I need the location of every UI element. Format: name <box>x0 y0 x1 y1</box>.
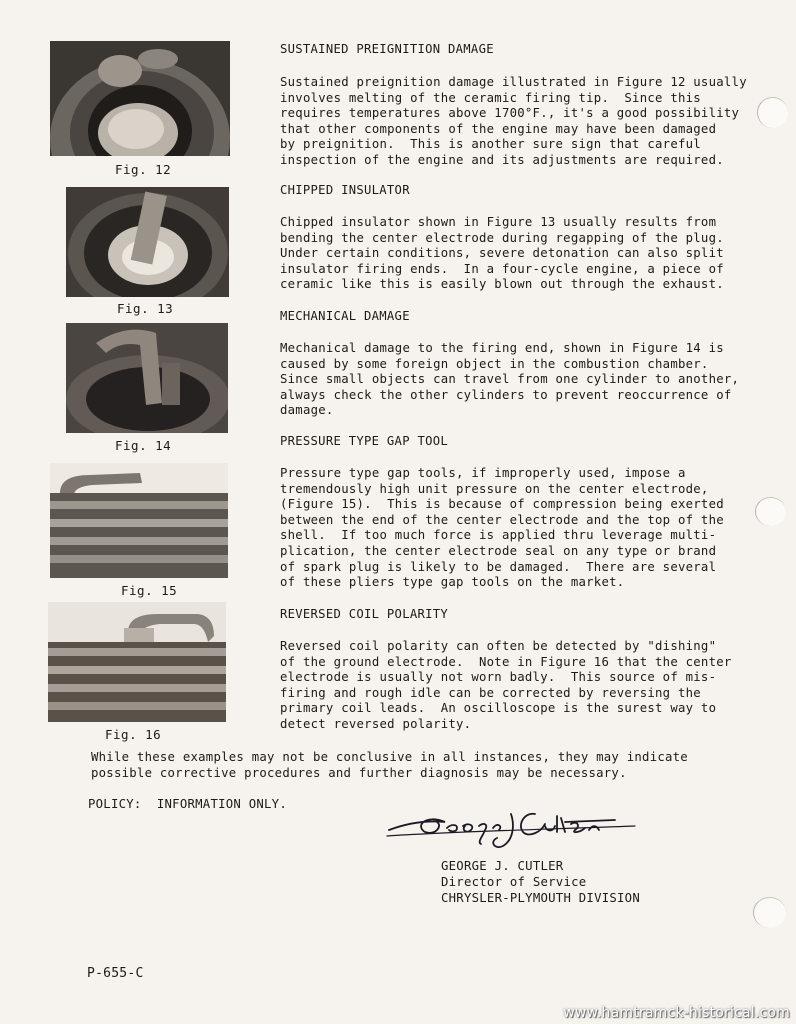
signatory-name: GEORGE J. CUTLER <box>441 859 564 873</box>
policy-line: POLICY: INFORMATION ONLY. <box>88 797 287 811</box>
figure-12-caption: Fig. 12 <box>115 162 172 177</box>
figure-16-caption: Fig. 16 <box>105 727 162 742</box>
figure-13-caption: Fig. 13 <box>117 301 174 316</box>
signatory-division: CHRYSLER-PLYMOUTH DIVISION <box>441 891 640 905</box>
figure-12-photo <box>50 41 230 156</box>
figure-16-photo <box>48 602 226 722</box>
closing-paragraph: While these examples may not be conclusive in all instances, they may indicate possible corrective procedures and further diagnosis may be necessary. <box>91 750 688 780</box>
section-body-mechanical-damage: Mechanical damage to the firing end, shown in Figure 14 is caused by some foreign object in the combustion chamber. Since small objects can travel from one cylinder to another, always check the other cylinders to prevent reoccurrence of damage. <box>280 341 740 418</box>
section-body-coil-polarity: Reversed coil polarity can often be detected by "dishing" of the ground electrode. Note in Figure 16 that the center electrode is usually not worn badly. This source of mis- firing and rough idle can be corrected by reversing the primary coil leads. An oscilloscope is the surest way to detect reversed polarity. <box>280 639 732 731</box>
punch-hole-bottom <box>753 897 786 928</box>
figure-14-photo <box>66 323 228 433</box>
section-body-preignition: Sustained preignition damage illustrated in Figure 12 usually involves melting of the ceramic firing tip. Since this requires temperatures above 1700°F., it's a good possibility that other components of the engine may have been damaged by preignition. This is another sure sign that careful inspection of the engine and its adjustments are required. <box>280 75 747 167</box>
handwritten-signature <box>385 796 640 856</box>
website-credit: www.hamtramck-historical.com <box>563 1005 790 1021</box>
section-heading-preignition: SUSTAINED PREIGNITION DAMAGE <box>280 42 494 56</box>
figure-14-caption: Fig. 14 <box>115 438 172 453</box>
figure-13-photo <box>66 187 229 297</box>
figure-15-photo <box>50 463 228 578</box>
section-body-gap-tool: Pressure type gap tools, if improperly used, impose a tremendously high unit pressure on the center electrode, (Figure 15). This is because of compression being exerted between the end of the center electrode and the top of the shell. If too much force is applied thru leverage multi- plication, the center electrode seal on any type or brand of spark plug is likely to be damaged. There are several of these pliers type gap tools on the market. <box>280 466 724 590</box>
page-code: P-655-C <box>87 966 144 981</box>
signatory-title: Director of Service <box>441 875 587 889</box>
figure-15-caption: Fig. 15 <box>121 583 178 598</box>
section-heading-coil-polarity: REVERSED COIL POLARITY <box>280 607 449 621</box>
section-heading-mechanical-damage: MECHANICAL DAMAGE <box>280 309 410 323</box>
section-heading-chipped-insulator: CHIPPED INSULATOR <box>280 183 410 197</box>
section-body-chipped-insulator: Chipped insulator shown in Figure 13 usually results from bending the center electrode during regapping of the plug. Under certain conditions, severe detonation can also split insulator firing ends. In a four-cycle engine, a piece of ceramic like this is easily blown out through the exhaust. <box>280 215 724 292</box>
section-heading-gap-tool: PRESSURE TYPE GAP TOOL <box>280 434 449 448</box>
